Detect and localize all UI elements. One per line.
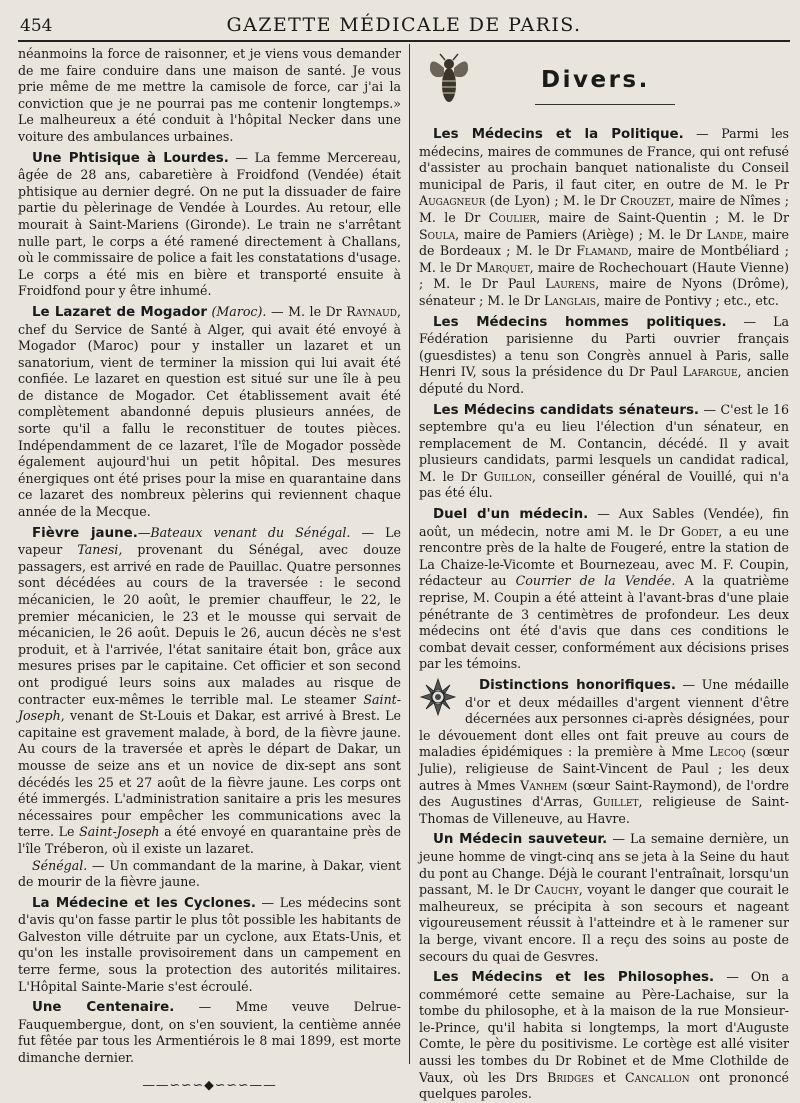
article-body: , maire de Pamiers (Ariège) ; M. le Dr — [455, 226, 707, 242]
person-name: Soula — [419, 226, 456, 242]
person-name: Guillon — [483, 468, 533, 484]
page-number: 454 — [20, 16, 53, 36]
article-body: — Le vapeur — [18, 524, 401, 558]
article-body: , maire de Saint-Quentin ; M. le Dr — [536, 209, 789, 225]
person-name: Laurens — [545, 276, 596, 292]
article-body: , conseiller général de Vouillé, qui n'a pas été élu. — [419, 468, 790, 501]
article-body: — Un commandant de la marine, à Dakar, vient de mourir de la fièvre jaune. — [18, 857, 401, 890]
bee-emblem-icon — [427, 52, 471, 110]
page-header — [18, 10, 790, 42]
ship-name: Saint-Joseph — [79, 824, 160, 840]
ship-name: Saint-Joseph — [18, 691, 401, 724]
article-body: a été envoyé en quarantaine près de l'île Tréberon, où il existe un lazaret. — [18, 824, 401, 856]
article-title: Duel d'un médecin. — [433, 507, 589, 523]
article-phtisique — [18, 150, 401, 300]
section-title: Divers. — [541, 67, 650, 93]
continued-text: néanmoins la force de raisonner, et je viens vous demander de me faire conduire dans une maison de santé. Je vous prie même de me mettre la camisole de force, car j'ai la conviction que je ne pourrai pas me contenir longtemps.» Le malheureux a été conduit à l'hôpital Necker dans une voiture des ambulances urbaines. — [18, 46, 401, 144]
article-body: (de Lyon) ; M. le Dr — [485, 193, 621, 209]
article-body: (sœur Julie), religieuse de Saint-Vincent de Paul ; les deux autres à Mmes — [419, 744, 790, 793]
article-body: , a eu une rencontre près de la halte de Fougeré, entre la station de La Chaize-le-Vicomte et Bournezeau, avec M. F. Coupin, rédacteur au — [419, 523, 789, 589]
article-title: Le Lazaret de Mogador — [32, 304, 207, 320]
article-body: — Aux Sables (Vendée), fin août, un médecin, notre ami M. le Dr — [419, 506, 789, 539]
person-name: Guillet — [592, 794, 639, 810]
person-name: Lande — [706, 226, 744, 242]
column-divider — [409, 44, 410, 1064]
article-body: — Une médaille d'or et deux médailles d'argent viennent d'être décernées aux personnes ci-après désignées, pour le dévouement dont elles ont fait preuve au cours de maladies épidémiques : la première à Mme — [419, 677, 789, 760]
article-title: Les Médecins hommes politiques. — [433, 314, 727, 330]
article-body: , maire de Bordeaux ; M. le Dr — [419, 226, 789, 259]
newspaper-name: Courrier de la Vendée. — [515, 573, 676, 589]
person-name: Lafargue — [682, 364, 738, 380]
journal-title: GAZETTE MÉDICALE DE PARIS. — [226, 14, 582, 36]
article-title: Distinctions honorifiques. — [479, 678, 676, 693]
article-cyclones — [18, 895, 401, 996]
article-body: — Parmi les médecins, maires de communes de France, qui ont refusé d'assister au prochain banquet nationaliste du Conseil municipal de Paris, il faut citer, en outre de M. le Pr — [419, 126, 790, 192]
article-title: Une Phtisique à Lourdes. — [32, 150, 229, 166]
article-body: — La semaine dernière, un jeune homme de vingt-cinq ans se jeta à la Seine du haut du pont au Change. Déjà le courant l'entraînait, lorsqu'un passant, M. le Dr — [419, 831, 789, 898]
person-name: Coulier — [488, 209, 537, 225]
section-title-rule — [535, 104, 675, 105]
article-body: , maire de Rochechouart (Haute Vienne) ; M. le Dr Paul — [419, 259, 789, 292]
person-name: Vanhem — [520, 777, 568, 793]
article-body: provenant du Sénégal, avec douze passagers, est arrivé en rade de Pauillac. Quatre personnes sont décédées au cours de la traversée : le second mécanicien, le 20 août, le premier chauffeur, le 22, le premier mécanicien, le 23 et le mousse qui servait de mécanicien, le 26 août. Depuis le 26, aucun décès ne s'est produit, et à l'arrivée, l'état sanitaire était bon, grâce aux mesures prises par le capitaine. Cet officier et son second ont prodigué leurs soins aux malades au risque de contracter eux-mêmes le terrible mal. Le steamer — [18, 542, 401, 707]
article-sauveteur — [419, 831, 789, 965]
person-name: Godet — [681, 523, 719, 539]
article-duel — [419, 506, 789, 673]
article-body: , venant de St-Louis et Dakar, est arrivé à Brest. Le capitaine est gravement malade, à bord, de la fièvre jaune. Au cours de la traversée et après le départ de Dakar, un mousse de seize ans et un novice de dix-sept ans sont décédés les 25 et 27 août de la fièvre jaune. Les corps ont été immergés. L'administration sanitaire a pris les mesures nécessaires pour empêcher les communications avec la terre. Le — [18, 708, 401, 840]
person-name: Marquet — [475, 259, 530, 275]
article-title: Une Centenaire. — [32, 1000, 175, 1016]
article-body: ont prononcé quelques paroles. — [419, 1069, 789, 1102]
person-name: Cancallon — [625, 1069, 690, 1085]
article-senegal — [18, 858, 401, 891]
article-title: Un Médecin sauveteur. — [433, 832, 608, 848]
place-name: Sénégal. — [32, 857, 88, 873]
end-ornament: ——∽∽∽◆∽∽∽—— — [142, 1076, 277, 1092]
person-name: Langlais — [543, 292, 597, 308]
article-body: — Mme veuve Delrue-Fauquembergue, dont, on s'en souvient, la centième année fut fêtée par tous les Armentiérois le 8 mai 1899, est morte dimanche dernier. — [18, 999, 401, 1066]
article-location: (Maroc). — [211, 303, 267, 319]
person-name: Lecoq — [709, 744, 746, 760]
article-politique — [419, 126, 789, 310]
article-body: , maire de Montbéliard ; M. le Dr — [419, 243, 789, 275]
person-name: Augagneur — [419, 193, 486, 209]
article-body: — La femme Mercereau, âgée de 28 ans, cabaretière à Froidfond (Vendée) était phtisique au dernier degré. On ne put la dissuader de faire partie du pèlerinage de Vendée à Lourdes. Au retour, elle mourait à Saint-Mariens (Gironde). Le train ne s'arrêtant nulle part, le corps a été ramené directement à Challans, où le commissaire de police a fait les constatations d'usage. Le corps a été mis en bière et transporté ensuite à Froidfond pour y être inhumé. — [18, 149, 401, 299]
article-subtitle: —Bateaux venant du Sénégal. — [137, 524, 351, 540]
article-body: , chef du Service de Santé à Alger, qui avait été envoyé à Mogador (Maroc) pour y installer un lazaret et un sanatorium, vient de terminer la mission qui lui avait été confiée. Le lazaret en question est situé sur une île à peu de distance de Mogador. Cet établissement avait été complètement abandonné depuis plusieurs années, de sorte qu'il a fallu le reconstituer de toutes pièces. Indépendamment de ce lazaret, l'île de Mogador possède également aujourd'hui un petit hôpital. Des mesures énergiques ont été prises pour la mise en quarantaine dans ce lazaret des nombreux pèlerins qui reviennent chaque année de la Mecque. — [18, 303, 401, 520]
article-distinctions — [419, 677, 789, 827]
article-fievre-jaune — [18, 525, 401, 858]
article-body: — On a commémoré cette semaine au Père-Lachaise, sur la tombe du philosophe, et à la maison de la rue Monsieur-le-Prince, qu'il habita si longtemps, la mort d'Auguste Comte, le père du positivisme. Le cortège est allé visiter aussi les tombes du Dr Robinet et de Mme Clothilde de Vaux, où les Drs — [419, 969, 789, 1085]
person-name: Crouzet — [620, 193, 671, 209]
article-body: — M. le Dr — [266, 303, 347, 319]
article-body: , maire de Pontivy ; etc., etc. — [596, 292, 779, 308]
article-body: , ancien député du Nord. — [419, 364, 789, 396]
person-name: Raynaud — [346, 303, 397, 319]
person-name: Bridges — [547, 1069, 594, 1085]
article-body: , voyant le danger que courait le malheureux, se précipita à son secours et nageant vigoureusement réussit à l'atteindre et à le ramener sur la berge, vivant encore. Il a reçu des soins au poste de secours du quai de Gesvres. — [419, 882, 789, 964]
person-name: Flamand — [576, 243, 629, 259]
article-title: La Médecine et les Cyclones. — [32, 895, 256, 911]
article-body: — La Fédération parisienne du Parti ouvrier français (guesdistes) a tenu son Congrès annuel à Paris, salle Henri IV, sous la présidence du Dr Paul — [419, 313, 789, 380]
article-body: , maire de Nîmes ; M. le Dr — [419, 193, 789, 225]
divers-heading-block — [419, 46, 789, 126]
article-body: A la quatrième reprise, M. Coupin a été atteint à l'avant-bras d'une plaie pénétrante de 3 centimètres de profondeur. Les deux médecins ont été d'avis que dans ces conditions le combat devait cesser, conformément aux décisions prises par les témoins. — [419, 573, 790, 672]
article-title: Les Médecins et la Politique. — [433, 127, 684, 142]
article-body: , maire de Nyons (Drôme), sénateur ; M. le Dr — [419, 276, 789, 308]
article-body: — Les médecins sont d'avis qu'on fasse partir le plus tôt possible les habitants de Galveston ville détruite par un cyclone, aux Etats-Unis, et qu'on les installe provisoirement dans un campement en terre ferme, sous la protection des autorités militaires. L'Hôpital Sainte-Marie s'est écroulé. — [18, 894, 401, 994]
article-body: (sœur Saint-Raymond), de l'ordre des Augustines d'Arras, — [419, 777, 789, 810]
article-lazaret — [18, 304, 401, 521]
article-hommes-politiques — [419, 314, 789, 398]
right-column — [419, 46, 789, 1103]
article-philosophes — [419, 969, 789, 1103]
legion-honneur-medal-icon — [419, 677, 457, 717]
article-body: et — [593, 1069, 626, 1085]
left-column — [18, 46, 401, 1093]
article-centenaire — [18, 999, 401, 1066]
article-title: Les Médecins candidats sénateurs. — [433, 402, 700, 418]
article-title: Les Médecins et les Philosophes. — [433, 970, 715, 986]
article-body: , religieuse de Saint-Thomas de Villeneuve, au Havre. — [419, 794, 789, 826]
article-body: — C'est le 16 septembre qu'a eu lieu l'élection d'un sénateur, en remplacement de M. Contancin, décédé. Il y avait plusieurs candidats, parmi lesquels un candidat radical, M. le Dr — [419, 401, 790, 484]
article-candidats-senateurs — [419, 402, 789, 503]
article-title: Fièvre jaune. — [32, 525, 138, 541]
ship-name: Tanesi, — [77, 542, 123, 558]
person-name: Cauchy — [534, 882, 579, 898]
